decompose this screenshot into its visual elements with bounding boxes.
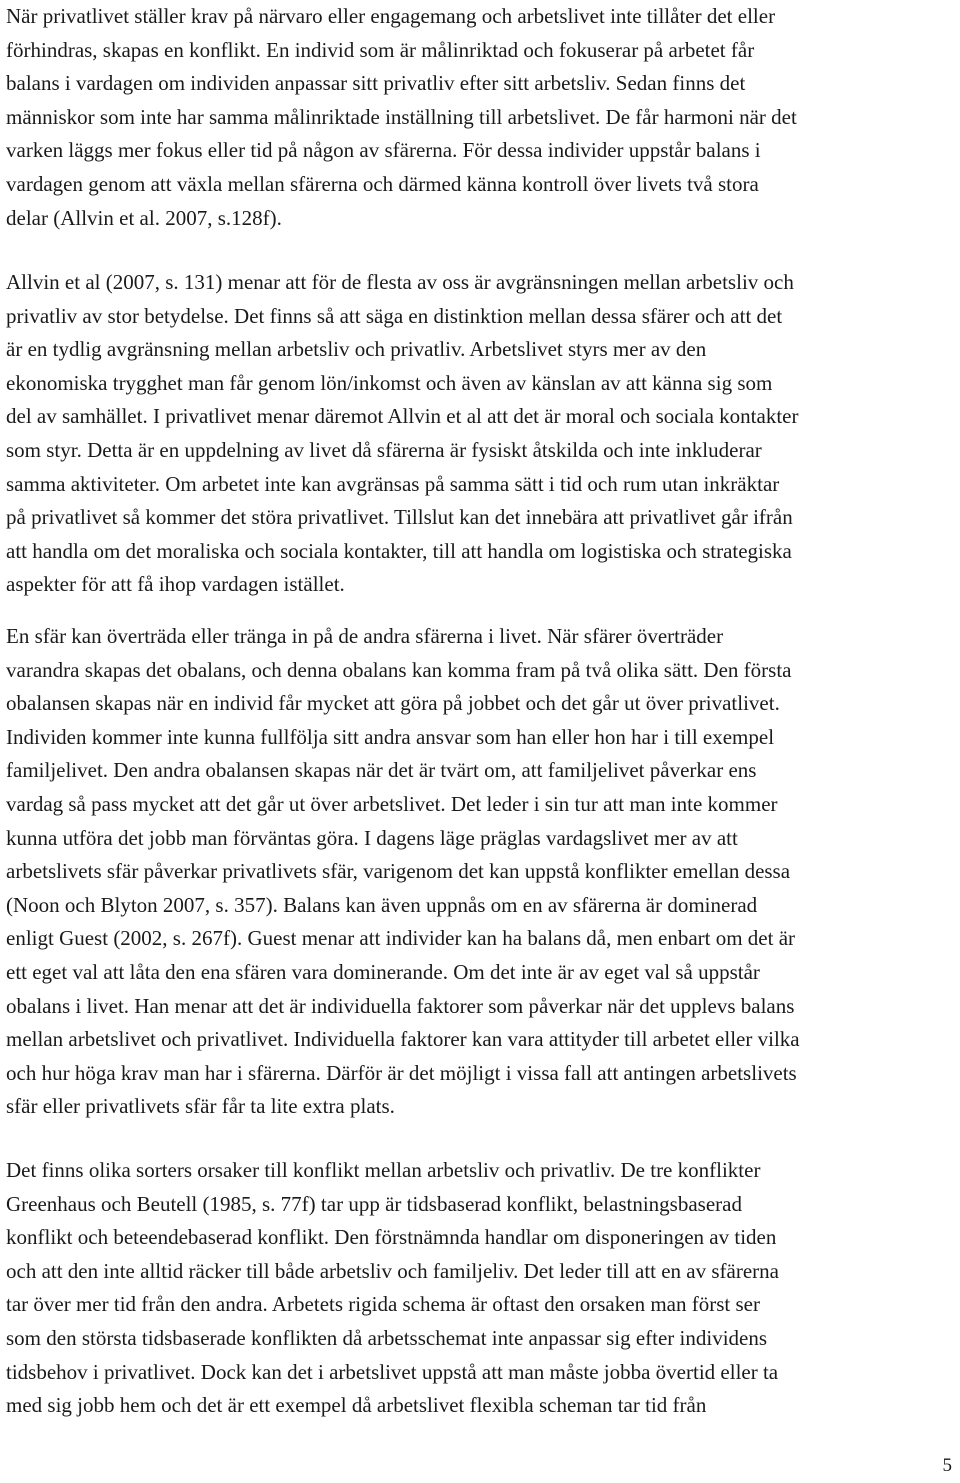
- text-line: är en tydlig avgränsning mellan arbetsliv och privatliv. Arbetslivet styrs mer av den: [6, 337, 707, 362]
- text-line: obalans i livet. Han menar att det är individuella faktorer som påverkar när det upplevs balans: [6, 993, 795, 1018]
- text-line: obalansen skapas när en individ får mycket att göra på jobbet och det går ut över privatlivet.: [6, 691, 780, 716]
- text-line: vardagen genom att växla mellan sfärerna och därmed känna kontroll över livets två stora: [6, 171, 759, 196]
- paragraph-4: [6, 1154, 779, 1423]
- text-line: samma aktiviteter. Om arbetet inte kan avgränsas på samma sätt i tid och rum utan inkräktar: [6, 471, 780, 496]
- page-number: 5: [942, 1455, 952, 1476]
- text-line: mellan arbetslivet och privatlivet. Individuella faktorer kan vara attityder till arbetet eller vilka: [6, 1027, 800, 1052]
- text-line: varken läggs mer fokus eller tid på någon av sfärerna. För dessa individer uppstår balans i: [6, 138, 761, 163]
- text-line: tar över mer tid från den andra. Arbetets rigida schema är oftast den orsaken man först ser: [6, 1292, 760, 1317]
- text-line: som styr. Detta är en uppdelning av livet då sfärerna är fysiskt åtskilda och inte inkluderar: [6, 437, 762, 462]
- text-line: arbetslivets sfär påverkar privatlivets sfär, varigenom det kan uppstå konflikter emellan dessa: [6, 859, 791, 884]
- text-line: förhindras, skapas en konflikt. En individ som är målinriktad och fokuserar på arbetet får: [6, 37, 755, 62]
- text-line: Allvin et al (2007, s. 131) menar att för de flesta av oss är avgränsningen mellan arbetsliv och: [6, 270, 794, 294]
- text-line: kunna utföra det jobb man förväntas göra. I dagens läge präglas vardagslivet mer av att: [6, 825, 738, 850]
- text-line: delar (Allvin et al. 2007, s.128f).: [6, 205, 282, 230]
- text-line: med sig jobb hem och det är ett exempel då arbetslivet flexibla scheman tar tid från: [6, 1393, 707, 1418]
- paragraph-3: [6, 620, 800, 1124]
- text-line: Greenhaus och Beutell (1985, s. 77f) tar upp är tidsbaserad konflikt, belastningsbaserad: [6, 1191, 742, 1216]
- text-line: på privatlivet så kommer det störa privatlivet. Tillslut kan det innebära att privatlivet går ifrån: [6, 505, 793, 530]
- paragraph-2: [6, 266, 798, 602]
- text-line: del av samhället. I privatlivet menar däremot Allvin et al att det är moral och sociala kontakter: [6, 404, 799, 429]
- text-line: Det finns olika sorters orsaker till konflikt mellan arbetsliv och privatliv. De tre konflikter: [6, 1158, 761, 1182]
- text-line: som den största tidsbaserade konflikten då arbetsschemat inte anpassar sig efter individens: [6, 1325, 768, 1350]
- text-line: enligt Guest (2002, s. 267f). Guest menar att individer kan ha balans då, men enbart om det är: [6, 926, 796, 951]
- text-line: och att den inte alltid räcker till både arbetsliv och familjeliv. Det leder till att en av sfärerna: [6, 1258, 779, 1283]
- text-line: och hur höga krav man har i sfärerna. Därför är det möjligt i vissa fall att antingen arbetslivets: [6, 1060, 797, 1085]
- text-line: När privatlivet ställer krav på närvaro eller engagemang och arbetslivet inte tillåter det eller: [6, 4, 776, 28]
- text-line: Individen kommer inte kunna fullfölja sitt andra ansvar som han eller hon har i till exempel: [6, 724, 775, 749]
- text-line: familjelivet. Den andra obalansen skapas när det är tvärt om, att familjelivet påverkar ens: [6, 758, 757, 783]
- text-line: konflikt och beteendebaserad konflikt. Den förstnämnda handlar om disponeringen av tiden: [6, 1225, 777, 1250]
- text-line: att handla om det moraliska och sociala kontakter, till att handla om logistiska och strategiska: [6, 538, 792, 563]
- text-line: ett eget val att låta den ena sfären vara dominerande. Om det inte är av eget val så uppstår: [6, 959, 760, 984]
- text-line: aspekter för att få ihop vardagen istället.: [6, 572, 345, 597]
- text-line: privatliv av stor betydelse. Det finns så att säga en distinktion mellan dessa sfärer och att det: [6, 303, 783, 328]
- text-line: vardag så pass mycket att det går ut över arbetslivet. Det leder i sin tur att man inte kommer: [6, 791, 778, 816]
- paragraph-1: [6, 0, 797, 235]
- text-line: (Noon och Blyton 2007, s. 357). Balans kan även uppnås om en av sfärerna är dominerad: [6, 892, 758, 917]
- text-line: människor som inte har samma målinriktade inställning till arbetslivet. De får harmoni när det: [6, 104, 797, 129]
- text-line: En sfär kan överträda eller tränga in på de andra sfärerna i livet. När sfärer överträder: [6, 624, 724, 648]
- text-line: varandra skapas det obalans, och denna obalans kan komma fram på två olika sätt. Den första: [6, 657, 792, 682]
- text-line: sfär eller privatlivets sfär får ta lite extra plats.: [6, 1094, 395, 1119]
- text-line: tidsbehov i privatlivet. Dock kan det i arbetslivet uppstå att man måste jobba övertid eller ta: [6, 1359, 779, 1384]
- text-line: balans i vardagen om individen anpassar sitt privatliv efter sitt arbetsliv. Sedan finns det: [6, 71, 746, 96]
- text-line: ekonomiska trygghet man får genom lön/inkomst och även av känslan av att känna sig som: [6, 370, 773, 395]
